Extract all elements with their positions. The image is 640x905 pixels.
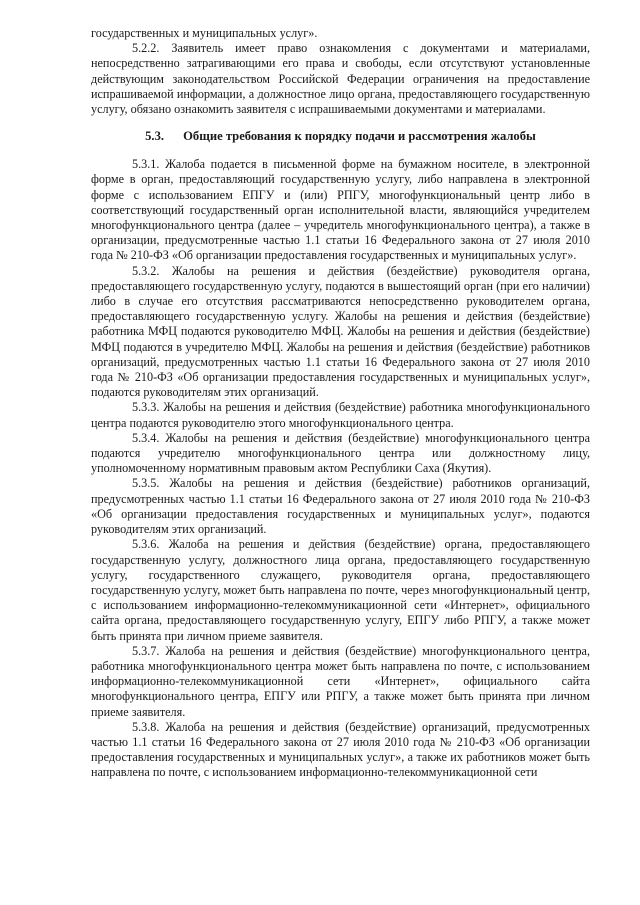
paragraph-5-3-1: 5.3.1. Жалоба подается в письменной форме на бумажном носителе, в электронной форме в орган, предоставляющий государственную услугу, либо направлена в электронной форме с использованием ЕПГУ и (или) РПГУ, многофункциональный центр либо в соответствующий государственный орган исполнительной власти, являющийся учредителем многофункционального центра (далее – учредитель многофункционального центра), а также в организации, предусмотренные частью 1.1 статьи 16 Федерального закона от 27 июля 2010 года № 210-ФЗ «Об организации предоставления государственных и муниципальных услуг». <box>91 157 590 263</box>
paragraph-5-2-2: 5.2.2. Заявитель имеет право ознакомления с документами и материалами, непосредственно затрагивающими его права и свободы, если отсутствуют установленные действующим законодательством Российской Федерации ограничения на предоставление испрашиваемой информации, а должностное лицо органа, предоставляющего государственную услугу, обязано ознакомить заявителя с испрашиваемыми документами и материалами. <box>91 41 590 117</box>
paragraph-5-3-2: 5.3.2. Жалобы на решения и действия (бездействие) руководителя органа, предоставляющего государственную услугу, подаются в вышестоящий орган (при его наличии) либо в случае его отсутствия рассматриваются непосредственно руководителем органа, предоставляющего государственную услугу. Жалобы на решения и действия (бездействие) работника МФЦ подаются руководителю МФЦ. Жалобы на решения и действия (бездействие) МФЦ подаются в учредителю МФЦ. Жалобы на решения и действия (бездействие) работников организаций, предусмотренных частью 1.1 статьи 16 Федерального закона от 27 июля 2010 года № 210-ФЗ «Об организации предоставления государственных и муниципальных услуг», подаются руководителям этих организаций. <box>91 263 590 400</box>
paragraph-5-3-7: 5.3.7. Жалоба на решения и действия (бездействие) многофункционального центра, работника многофункционального центра может быть направлена по почте, с использованием информационно-телекоммуникационной сети «Интернет», официального сайта многофункционального центра, ЕПГУ или РПГУ, а также может быть принята при личном приеме заявителя. <box>91 643 590 719</box>
paragraph-5-3-5: 5.3.5. Жалобы на решения и действия (бездействие) работников организаций, предусмотренных частью 1.1 статьи 16 Федерального закона от 27 июля 2010 года № 210-ФЗ «Об организации предоставления государственных и муниципальных услуг», подаются руководителям этих организаций. <box>91 476 590 537</box>
paragraph-5-3-4: 5.3.4. Жалобы на решения и действия (бездействие) многофункционального центра подаются учредителю многофункционального центра или должностному лицу, уполномоченному нормативным правовым актом Республики Саха (Якутия). <box>91 430 590 476</box>
section-number: 5.3. <box>145 129 165 144</box>
text-continuation: государственных и муниципальных услуг». <box>91 26 318 40</box>
paragraph-5-3-6: 5.3.6. Жалоба на решения и действия (бездействие) органа, предоставляющего государственную услугу, должностного лица органа, предоставляющего государственную услугу, государственного служащего, руководителя органа, предоставляющего государственную услугу, может быть направлена по почте, через многофункциональный центр, с использованием информационно-телекоммуникационной сети «Интернет», официального сайта органа, предоставляющего государственную услугу, ЕПГУ либо РПГУ, а также может быть принята при личном приеме заявителя. <box>91 537 590 643</box>
paragraph-5-3-8: 5.3.8. Жалоба на решения и действия (бездействие) организаций, предусмотренных частью 1.1 статьи 16 Федерального закона от 27 июля 2010 года № 210-ФЗ «Об организации предоставления государственных и муниципальных услуг», а также их работников может быть направлена по почте, с использованием информационно-телекоммуникационной сети <box>91 719 590 780</box>
section-title: Общие требования к порядку подачи и рассмотрения жалобы <box>183 129 536 144</box>
paragraph-5-3-3: 5.3.3. Жалобы на решения и действия (бездействие) работника многофункционального центра подаются руководителю этого многофункционального центра. <box>91 400 590 430</box>
section-heading <box>91 129 590 144</box>
